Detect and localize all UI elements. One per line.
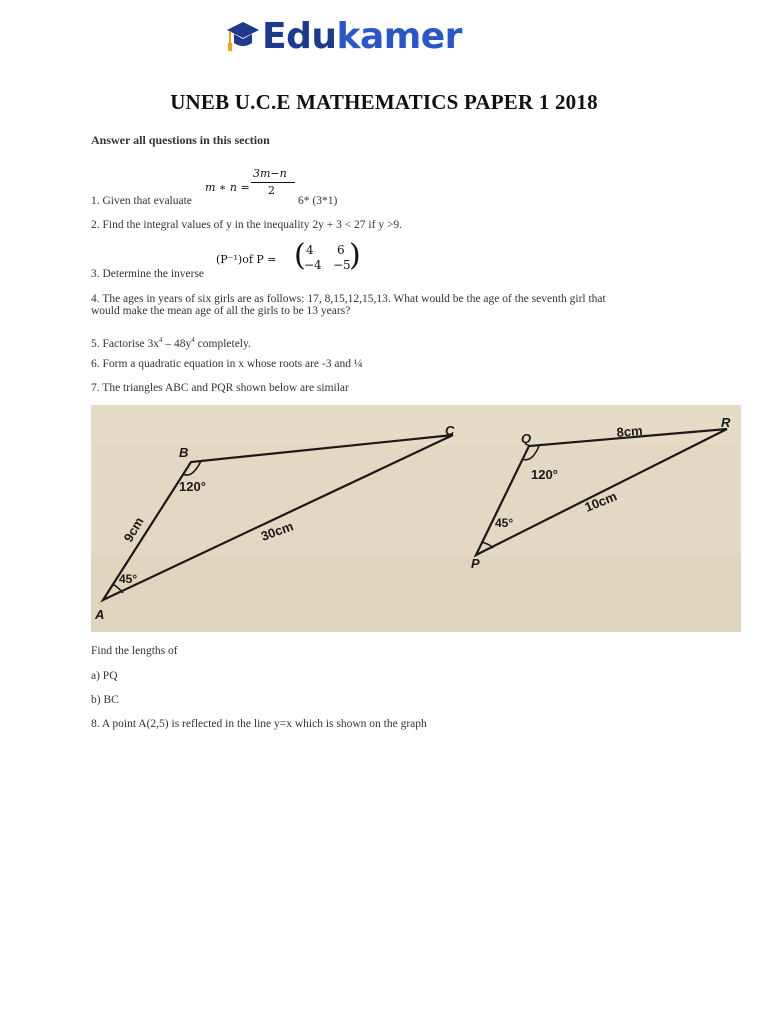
vertex-label-p: P	[471, 556, 480, 571]
side-label-qr: 8cm	[615, 422, 644, 440]
q5-pre: 5. Factorise 3x	[91, 338, 160, 350]
vertex-label-a: A	[95, 607, 105, 622]
q1-formula-lhs: m ∗ n =	[205, 181, 250, 194]
question-7b: b) BC	[91, 694, 119, 706]
find-lengths-prompt: Find the lengths of	[91, 645, 178, 657]
matrix-cell-22: −5	[333, 258, 351, 272]
q5-exp2: 4	[191, 336, 195, 344]
question-4-line-2: would make the mean age of all the girls to be 13 years?	[91, 305, 351, 317]
logo-text-edu: Edu	[262, 15, 337, 57]
side-label-ab: 9cm	[120, 514, 147, 545]
section-instruction: Answer all questions in this section	[91, 133, 270, 147]
question-4-line-1: 4. The ages in years of six girls are as follows: 17, 8,15,12,15,13. What would be the age of the seventh girl that	[91, 293, 606, 305]
question-7a: a) PQ	[91, 670, 118, 682]
similar-triangles-photo	[91, 405, 741, 632]
vertex-label-q: Q	[521, 431, 532, 446]
side-label-pr: 10cm	[582, 488, 619, 515]
vertex-label-b: B	[179, 445, 189, 460]
q5-post: completely.	[194, 338, 251, 350]
q1-numerator: 3m−n	[253, 167, 287, 180]
question-3: 3. Determine the inverse	[91, 268, 205, 280]
question-1-expression: 6* (3*1)	[298, 195, 338, 207]
matrix-cell-11: 4	[306, 243, 314, 257]
q3-matrix-prefix: (P⁻¹)of P =	[216, 253, 277, 266]
angle-label-b: 120°	[179, 479, 206, 494]
angle-label-p: 45°	[495, 516, 514, 530]
vertex-label-r: R	[721, 415, 731, 430]
question-1: 1. Given that evaluate	[91, 195, 192, 207]
matrix-cell-12: 6	[337, 243, 345, 257]
left-paren: (	[294, 238, 306, 273]
q5-exp1: 4	[159, 336, 163, 344]
right-paren: )	[349, 238, 361, 273]
question-7: 7. The triangles ABC and PQR shown below are similar	[91, 382, 349, 394]
question-6: 6. Form a quadratic equation in x whose roots are -3 and ¼	[91, 358, 363, 370]
graduation-cap-icon	[226, 16, 260, 56]
question-8: 8. A point A(2,5) is reflected in the line y=x which is shown on the graph	[91, 718, 427, 730]
q3-matrix	[216, 238, 361, 273]
angle-label-a: 45°	[119, 572, 138, 586]
q1-denominator: 2	[268, 184, 275, 197]
q5-mid: – 48y	[162, 338, 192, 350]
triangles-figure	[91, 405, 741, 632]
matrix-cell-21: −4	[304, 258, 322, 272]
q1-formula	[205, 167, 305, 201]
vertex-label-c: C	[445, 423, 455, 438]
question-5	[91, 334, 251, 351]
question-2: 2. Find the integral values of y in the inequality 2y + 3 < 27 if y >9.	[91, 219, 403, 231]
fraction-bar	[251, 182, 295, 183]
angle-label-q: 120°	[531, 467, 558, 482]
side-label-ac: 30cm	[258, 518, 296, 544]
logo-text-kamer: kamer	[336, 15, 462, 57]
paper-title: UNEB U.C.E MATHEMATICS PAPER 1 2018	[170, 90, 598, 114]
edukamer-logo[interactable]	[226, 14, 462, 58]
